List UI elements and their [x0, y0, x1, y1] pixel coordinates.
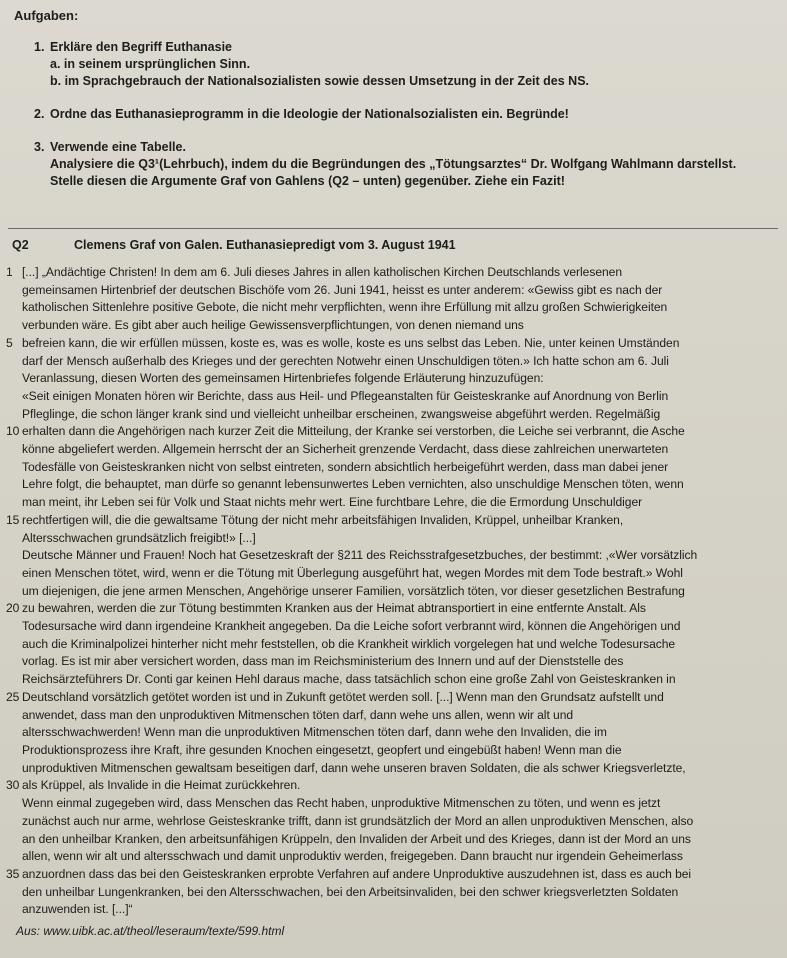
line-number: 35 — [6, 866, 20, 881]
line-text: verbunden wäre. Es gibt aber auch heilige Gewissensverpflichtungen, von denen niemand uns — [22, 318, 524, 333]
line-number: 10 — [6, 424, 20, 439]
task-subitem: Stelle diesen die Argumente Graf von Gahlens (Q2 – unten) gegenüber. Ziehe ein Fazit! — [50, 174, 565, 188]
line-text: altersschwachwerden! Wenn man die unproduktiven Mitmenschen töten darf, dann wehe den Invaliden, die im — [22, 725, 607, 740]
text-line — [6, 742, 776, 760]
task-3 — [34, 139, 777, 190]
line-text: gemeinsamen Hirtenbrief der deutschen Bischöfe vom 26. Juni 1941, heisst es unter anderem: «Gewiss gibt es nach der — [22, 282, 663, 297]
text-line — [6, 459, 776, 477]
line-text: anzuordnen dass das bei den Geisteskranken erprobte Verfahren auf andere Unproduktive auszudehnen ist, dass es auch bei — [22, 866, 692, 881]
line-number: 20 — [6, 601, 20, 616]
line-text: Lehre folgt, die behauptet, man dürfe so genannt lebensunwertes Leben vernichten, also unschuldige Menschen töten, wenn — [22, 477, 684, 492]
source-id: Q2 — [12, 238, 29, 252]
text-line — [6, 653, 776, 671]
line-text: anzuwenden ist. [...]“ — [22, 902, 133, 917]
line-number: 5 — [6, 335, 13, 350]
task-text: Erkläre den Begriff Euthanasie — [50, 40, 233, 54]
text-line — [6, 335, 776, 353]
line-text: katholischen Sittenlehre positive Gebote, die nicht mehr verpflichten, wenn ihre Erfüllung mit allzu großen Schwierigkeiten — [22, 300, 668, 315]
text-line — [6, 494, 776, 512]
text-line — [6, 423, 776, 441]
line-text: vorlag. Es ist mir aber versichert worden, dass man im Reichsministerium des Innern und auf der Dienststelle des — [22, 654, 624, 669]
line-text: Deutschland vorsätzlich getötet worden ist und in Zukunft getötet werden soll. [...] Wenn man den Grundsatz aufstellt und — [22, 689, 664, 704]
text-line — [6, 317, 776, 335]
text-line — [6, 406, 776, 424]
line-text: um diejenigen, die jene armen Menschen, Angehörige unserer Familien, vorsätzlich töten, vor dieser gesetzlichen Bestrafung — [22, 583, 685, 598]
text-line — [6, 388, 776, 406]
text-line — [6, 707, 776, 725]
task-text: Verwende eine Tabelle. — [50, 140, 186, 154]
line-text: könne abgeliefert werden. Allgemein herrscht der an Sicherheit grenzende Verdacht, dass diese zahlreichen unerwarteten — [22, 442, 669, 457]
source-heading — [12, 238, 456, 252]
text-line — [6, 565, 776, 583]
line-text: allen, wenn wir alt und altersschwach und damit unproduktiv werden, freigegeben. Dann braucht nur irgendein Geheimerlass — [22, 849, 683, 864]
tasks-section — [12, 8, 777, 206]
task-subitem: Analysiere die Q3¹(Lehrbuch), indem du die Begründungen des „Tötungsarztes“ Dr. Wolfgang Wahlmann darstellst. — [50, 157, 737, 171]
text-line — [6, 795, 776, 813]
line-text: an den unheilbar Kranken, den arbeitsunfähigen Krüppeln, den Invaliden der Arbeit und des Krieges, dann ist der Mord an uns — [22, 831, 691, 846]
text-line — [6, 689, 776, 707]
line-number: 15 — [6, 512, 20, 527]
line-text: Reichsärzteführers Dr. Conti gar keinen Hehl daraus mache, dass tatsächlich schon eine große Zahl von Geisteskranken in — [22, 672, 676, 687]
line-text: «Seit einigen Monaten hören wir Berichte, dass aus Heil- und Pflegeanstalten für Geisteskranke auf Anordnung von Berlin — [22, 388, 669, 403]
line-text: Deutsche Männer und Frauen! Noch hat Gesetzeskraft der §211 des Reichsstrafgesetzbuches, der bestimmt: ,«Wer vorsätzlich — [22, 548, 698, 563]
line-text: befreien kann, die wir erfüllen müssen, koste es, was es wolle, koste es uns selbst das Leben. Nie, unter keinen Umständen — [22, 335, 680, 350]
line-text: den unheilbar Lungenkranken, bei den Altersschwachen, bei den Arbeitsinvaliden, bei den schwer kriegsverletzten Soldaten — [22, 884, 679, 899]
line-text: rechtfertigen will, die die gewaltsame Tötung der nicht mehr arbeitsfähigen Invaliden, Krüppel, unheilbar Kranken, — [22, 512, 624, 527]
line-number: 1 — [6, 265, 13, 279]
line-text: darf der Mensch außerhalb des Krieges und der gerechten Notwehr einen Unschuldigen töten.» Ich hatte schon am 6. Juli — [22, 353, 669, 368]
task-text: Ordne das Euthanasieprogramm in die Ideologie der Nationalsozialisten ein. Begründe! — [50, 107, 569, 121]
task-subitem: b. im Sprachgebrauch der Nationalsozialisten sowie dessen Umsetzung in der Zeit des NS. — [50, 74, 590, 88]
text-line — [6, 282, 776, 300]
text-line — [6, 618, 776, 636]
task-1 — [34, 39, 777, 90]
tasks-title: Aufgaben: — [14, 8, 79, 23]
line-text: Produktionsprozess ihre Kraft, ihre gesunden Knochen eingesetzt, geopfert und eingebüßt haben! Wenn man die — [22, 742, 622, 757]
text-line — [6, 866, 776, 884]
source-text — [6, 264, 776, 919]
text-line — [6, 441, 776, 459]
line-text: unproduktiven Mitmenschen gewaltsam beseitigen darf, dann wehe unseren braven Soldaten, die als schwer Kriegsverletzte, — [22, 760, 686, 775]
text-line — [6, 777, 776, 795]
line-number: 25 — [6, 689, 20, 704]
text-line — [6, 760, 776, 778]
line-text: einen Menschen tötet, wird, wenn er die Tötung mit Überlegung ausgeführt hat, wegen Mordes mit dem Tode bestraft.» Wohl — [22, 565, 683, 580]
line-text: Todesursache wird dann irgendeine Krankheit angegeben. Da die Leiche sofort verbrannt wird, können die Angehörigen und — [22, 619, 681, 634]
text-line — [6, 370, 776, 388]
text-line — [6, 530, 776, 548]
line-text: zunächst auch nur arme, wehrlose Geisteskranke trifft, dann ist grundsätzlich der Mord an allen unproduktiven Menschen, also — [22, 813, 694, 828]
text-line — [6, 547, 776, 565]
task-number: 1. — [34, 40, 45, 54]
line-text: anwendet, dass man den unproduktiven Mitmenschen töten darf, dann wehe uns allen, wenn wir alt und — [22, 707, 574, 722]
text-line — [6, 636, 776, 654]
text-line — [6, 512, 776, 530]
task-subitem: a. in seinem ursprünglichen Sinn. — [50, 57, 251, 71]
source-title: Clemens Graf von Galen. Euthanasiepredigt vom 3. August 1941 — [74, 238, 456, 252]
text-line — [6, 264, 776, 282]
text-line — [6, 884, 776, 902]
line-text: Wenn einmal zugegeben wird, dass Menschen das Recht haben, unproduktive Mitmenschen zu töten, und wenn es jetzt — [22, 796, 661, 811]
text-line — [6, 671, 776, 689]
task-number: 3. — [34, 140, 45, 154]
line-text: Veranlassung, diesen Worten des gemeinsamen Hirtenbriefes folgende Erläuterung hinzuzufügen: — [22, 371, 544, 386]
line-text: zu bewahren, werden die zur Tötung bestimmten Kranken aus der Heimat abtransportiert in eine entfernte Anstalt. Als — [22, 601, 646, 616]
line-text: als Krüppel, als Invalide in die Heimat zurückkehren. — [22, 778, 301, 793]
text-line — [6, 831, 776, 849]
text-line — [6, 901, 776, 919]
task-number: 2. — [34, 107, 45, 121]
line-text: [...] „Andächtige Christen! In dem am 6. Juli dieses Jahres in allen katholischen Kirchen Deutschlands verlesenen — [22, 265, 623, 279]
line-text: Todesfälle von Geisteskranken nicht von selbst eintreten, sondern absichtlich herbeigeführt werden, dass man dabei jener — [22, 459, 669, 474]
text-line — [6, 813, 776, 831]
text-line — [6, 600, 776, 618]
line-text: man meint, ihr Leben sei für Volk und Staat nichts mehr wert. Eine furchtbare Lehre, die die Ermordung Unschuldiger — [22, 495, 643, 510]
text-line — [6, 583, 776, 601]
line-text: Altersschwachen grundsätzlich freigibt!» [...] — [22, 530, 256, 545]
line-text: erhalten dann die Angehörigen nach kurzer Zeit die Mitteilung, der Kranke sei verstorben, die Leiche sei verbrannt, die Asche — [22, 424, 685, 439]
text-line — [6, 299, 776, 317]
task-2 — [34, 106, 777, 123]
source-citation: Aus: www.uibk.ac.at/theol/leseraum/texte/599.html — [16, 924, 285, 938]
text-line — [6, 476, 776, 494]
text-line — [6, 848, 776, 866]
line-number: 30 — [6, 778, 20, 793]
line-text: auch die Kriminalpolizei hinterher nicht mehr feststellen, ob die Krankheit wirklich vorgelegen hat und welche Todesursache — [22, 636, 676, 651]
text-line — [6, 353, 776, 371]
line-text: Pfleglinge, die schon länger krank sind und vielleicht unheilbar erscheinen, zwangsweise abgeführt werden. Regelmäßig — [22, 406, 661, 421]
text-line — [6, 724, 776, 742]
